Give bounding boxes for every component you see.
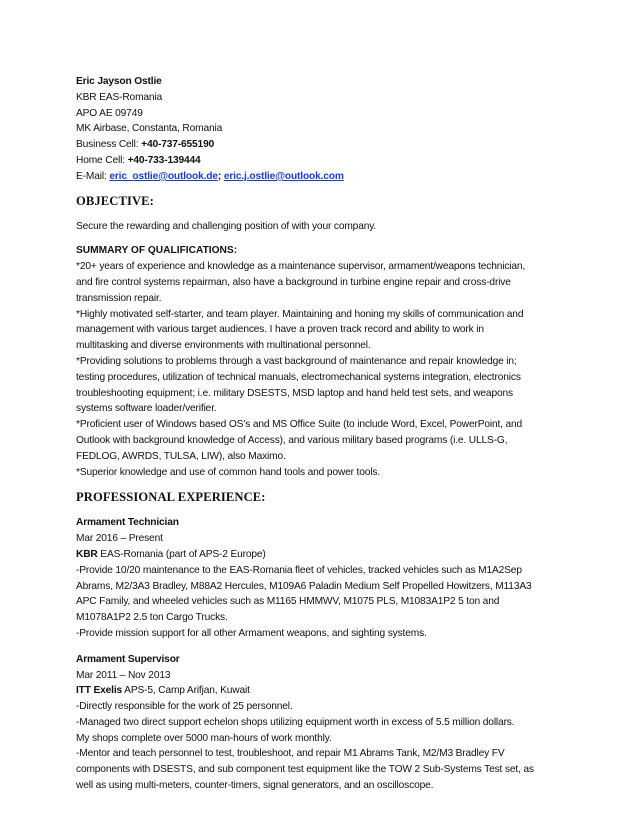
summary-line: troubleshooting equipment; i.e. military DSESTS, MSD laptop and hand held test sets, and weapons [76, 387, 513, 399]
summary-line: transmission repair. [76, 292, 162, 304]
candidate-name: Eric Jayson Ostlie [76, 76, 162, 87]
summary-line: management with various target audiences. I have a proven track record and ability to work in [76, 324, 484, 336]
email-link-2[interactable]: eric.j.ostlie@outlook.com [223, 170, 344, 182]
business-cell-label: Business Cell: [76, 139, 142, 151]
location-line: MK Airbase, Constanta, Romania [76, 123, 223, 135]
experience-heading: PROFESSIONAL EXPERIENCE: [76, 490, 266, 505]
job-duty-line: components with DSESTS, and sub component test equipment like the TOW 2 Sub-Systems Test set, as [76, 764, 534, 776]
business-cell-number: +40-737-655190 [141, 139, 215, 151]
job-duty-line: Abrams, M2/3A3 Bradley, M88A2 Hercules, M109A6 Paladin Medium Self Propelled Howitzers, M113A3 [76, 580, 532, 592]
summary-line: systems software loader/verifier. [76, 403, 217, 415]
job-dates: Mar 2016 – Present [76, 533, 163, 545]
job-employer-detail: EAS-Romania (part of APS-2 Europe) [97, 548, 266, 560]
apo-line: APO AE 09749 [76, 107, 143, 119]
contact-block [76, 74, 598, 185]
job-title: Armament Supervisor [76, 653, 180, 665]
email-link-1[interactable]: eric_ostlie@outlook.de [109, 170, 218, 182]
job-employer: ITT Exelis [76, 685, 123, 697]
job-entry-armament-supervisor [76, 652, 598, 794]
email-label: E-Mail: [76, 170, 110, 182]
job-duty-line: well as using multi-meters, counter-timers, signal generators, and an oscilloscope. [76, 780, 434, 792]
summary-line: Outlook with background knowledge of Access), and various military based programs (i.e. ULLS-G, [76, 434, 508, 446]
objective-text: Secure the rewarding and challenging position of with your company. [76, 220, 377, 232]
job-duty-line: -Mentor and teach personnel to test, troubleshoot, and repair M1 Abrams Tank, M2/M3 Bradley FV [76, 748, 505, 760]
summary-line: FEDLOG, AWRDS, TULSA, LIW), also Maximo. [76, 450, 286, 462]
home-cell-number: +40-733-139444 [127, 154, 201, 166]
summary-heading: SUMMARY OF QUALIFICATIONS: [76, 245, 238, 257]
job-employer-line [76, 683, 598, 699]
business-cell-line [76, 137, 598, 153]
job-employer-line [76, 547, 598, 563]
summary-line: *Proficient user of Windows based OS’s and MS Office Suite (to include Word, Excel, PowerPoint, and [76, 419, 523, 431]
summary-line: testing procedures, utilization of technical manuals, electromechanical systems integration, electronics [76, 371, 521, 383]
summary-line: and fire control systems repairman, also have a background in turbine engine repair and cross-drive [76, 276, 511, 288]
email-line [76, 169, 598, 185]
job-duty-line: My shops complete over 5000 man-hours of work monthly. [76, 732, 332, 744]
job-duty-line: M1078A1P2 2.5 ton Cargo Trucks. [76, 612, 228, 624]
job-duty-line: -Directly responsible for the work of 25 personnel. [76, 701, 293, 713]
job-employer: KBR [76, 548, 98, 560]
summary-line: *20+ years of experience and knowledge as a maintenance supervisor, armament/weapons technician, [76, 261, 526, 273]
home-cell-line [76, 153, 598, 169]
summary-line: *Superior knowledge and use of common hand tools and power tools. [76, 466, 380, 478]
summary-list [76, 259, 598, 480]
job-duty-line: -Managed two direct support echelon shops utilizing equipment worth in excess of 5.5 million dollars. [76, 716, 515, 728]
home-cell-label: Home Cell: [76, 154, 128, 166]
job-title: Armament Technician [76, 517, 179, 529]
summary-line: *Providing solutions to problems through a vast background of maintenance and repair knowledge in; [76, 355, 517, 367]
job-employer-detail: APS-5, Camp Arifjan, Kuwait [122, 685, 250, 697]
job-duty-line: -Provide 10/20 maintenance to the EAS-Romania fleet of vehicles, tracked vehicles such as M1A2Sep [76, 564, 522, 576]
job-duty-line: APC Family, and wheeled vehicles such as M1165 HMMWV, M1075 PLS, M1083A1P2 5 ton and [76, 596, 500, 608]
summary-line: *Highly motivated self-starter, and team player. Maintaining and honing my skills of communication and [76, 308, 524, 320]
summary-line: multitasking and diverse environments with multinational personnel. [76, 340, 371, 352]
company-line: KBR EAS-Romania [76, 91, 163, 103]
job-duty-line: -Provide mission support for all other Armament weapons, and sighting systems. [76, 627, 427, 639]
job-dates: Mar 2011 – Nov 2013 [76, 669, 171, 681]
job-entry-armament-technician [76, 515, 598, 641]
objective-heading: OBJECTIVE: [76, 193, 154, 208]
email-separator: ; [217, 170, 224, 182]
